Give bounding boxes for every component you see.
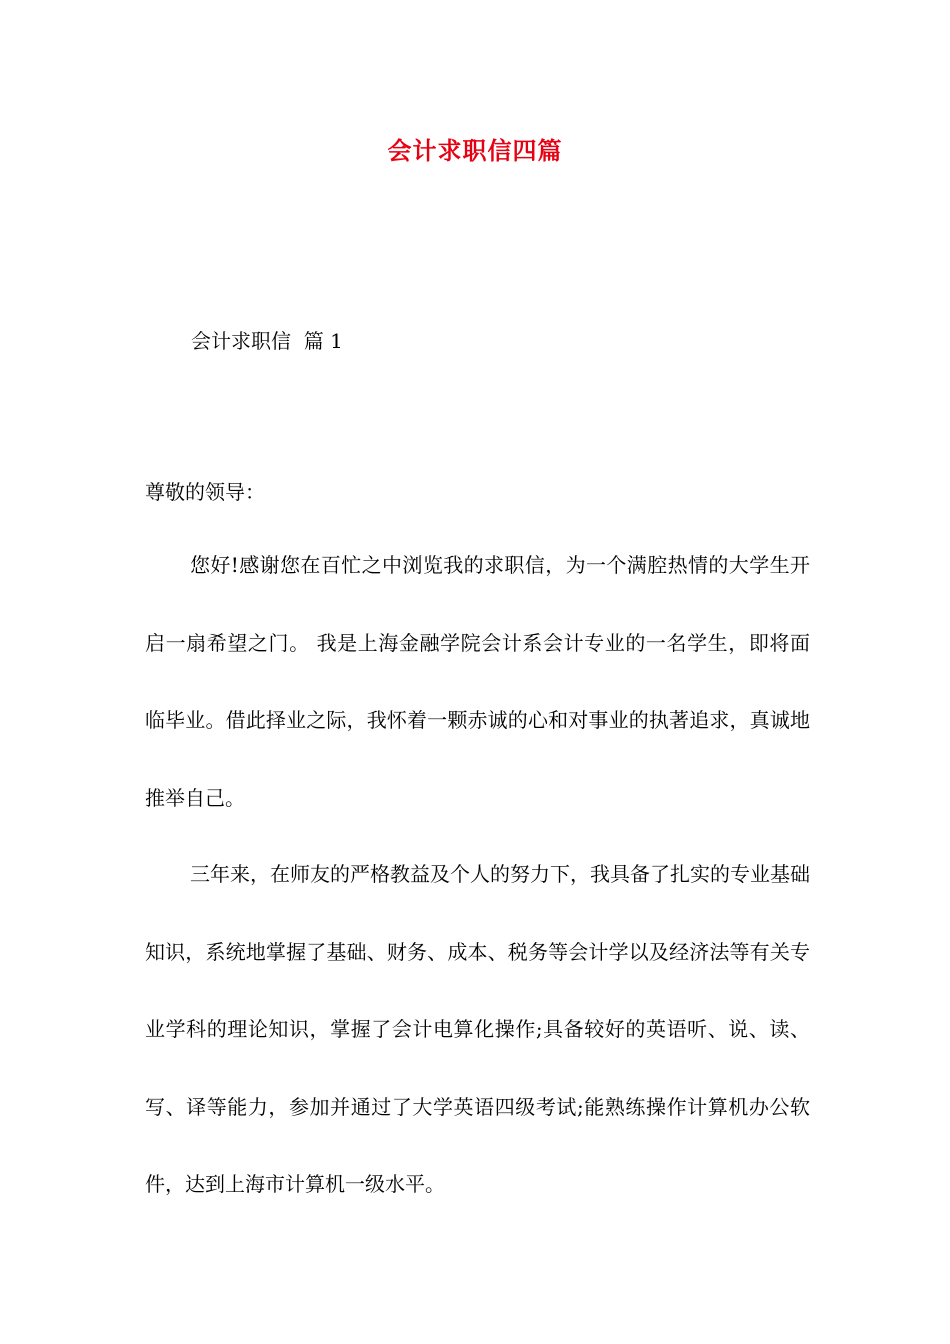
section-heading: 会计求职信 篇 1 (191, 329, 343, 353)
document-title: 会计求职信四篇 (387, 136, 563, 165)
body-paragraph-1: 您好!感谢您在百忙之中浏览我的求职信，为一个满腔热情的大学生开启一扇希望之门。 我是上海金融学院会计系会计专业的一名学生，即将面临毕业。借此择业之际，我怀着一颗赤诚的心和对事业的执著追求，真诚地推举自己。 (145, 553, 810, 810)
body-paragraph-2: 三年来，在师友的严格教益及个人的努力下，我具备了扎实的专业基础知识，系统地掌握了基础、财务、成本、税务等会计学以及经济法等有关专业学科的理论知识，掌握了会计电算化操作;具备较好的英语听、说、读、写、译等能力，参加并通过了大学英语四级考试;能熟练操作计算机办公软件，达到上海市计算机一级水平。 (145, 862, 810, 1196)
salutation: 尊敬的领导： (145, 480, 265, 504)
